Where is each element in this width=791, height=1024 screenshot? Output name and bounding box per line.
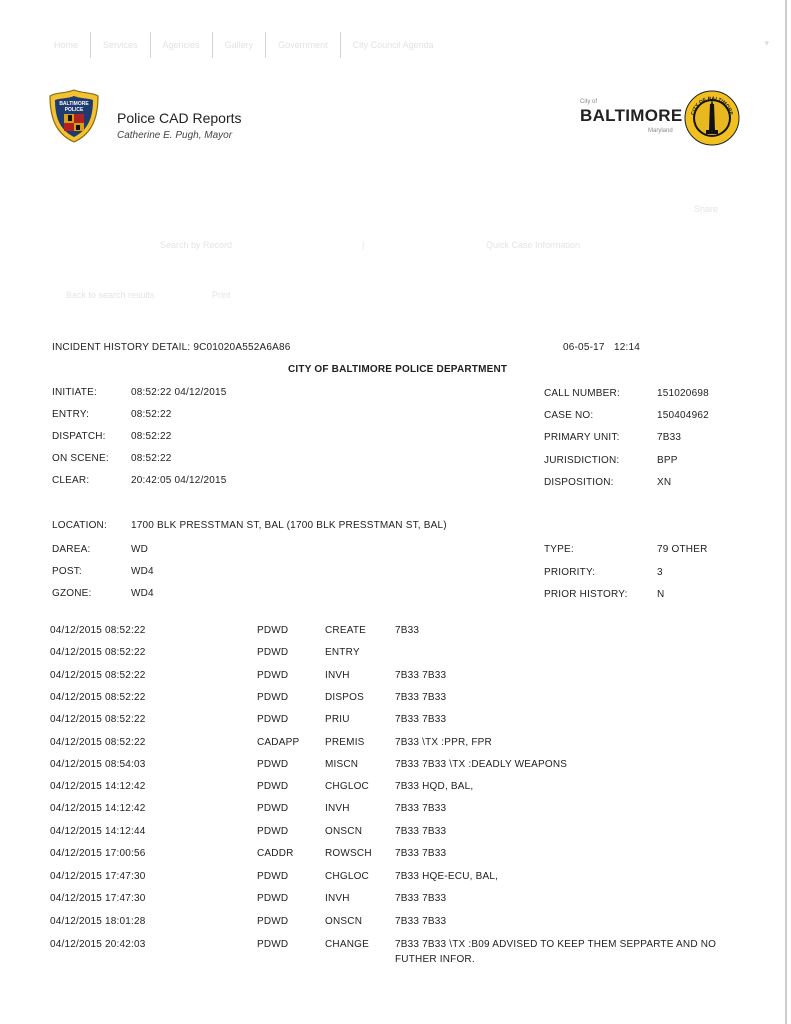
log-source: PDWD (257, 670, 289, 681)
log-detail: 7B33 (395, 625, 420, 636)
log-timestamp: 04/12/2015 08:52:22 (50, 647, 146, 658)
log-timestamp: 04/12/2015 08:52:22 (50, 714, 146, 725)
log-timestamp: 04/12/2015 08:54:03 (50, 759, 146, 770)
log-action: INVH (325, 893, 350, 904)
log-source: PDWD (257, 647, 289, 658)
field-value: 151020698 (657, 388, 709, 399)
field-value: 08:52:22 (131, 409, 172, 420)
field-label: CLEAR: (52, 475, 90, 486)
field-label: CASE NO: (544, 410, 594, 421)
log-source: PDWD (257, 871, 289, 882)
log-source: PDWD (257, 714, 289, 725)
log-source: PDWD (257, 625, 289, 636)
department-heading: CITY OF BALTIMORE POLICE DEPARTMENT (288, 364, 508, 375)
log-detail: 7B33 7B33 (395, 916, 447, 927)
log-action: MISCN (325, 759, 359, 770)
log-detail: 7B33 7B33 (395, 893, 447, 904)
field-label: JURISDICTION: (544, 455, 620, 466)
log-source: PDWD (257, 893, 289, 904)
log-timestamp: 04/12/2015 08:52:22 (50, 625, 146, 636)
field-value: XN (657, 477, 672, 488)
log-source: PDWD (257, 692, 289, 703)
log-source: CADDR (257, 848, 294, 859)
city-seal-logo (684, 90, 740, 146)
log-source: CADAPP (257, 737, 300, 748)
field-value: WD4 (131, 566, 154, 577)
log-timestamp: 04/12/2015 18:01:28 (50, 916, 146, 927)
search-divider: | (362, 240, 365, 250)
police-badge-logo (48, 88, 100, 144)
log-timestamp: 04/12/2015 17:47:30 (50, 871, 146, 882)
log-detail: 7B33 HQE-ECU, BAL, (395, 871, 499, 882)
baltimore-wordmark: BALTIMORE (580, 106, 683, 125)
log-source: PDWD (257, 826, 289, 837)
city-of-label: City of (580, 99, 598, 105)
field-value: 79 OTHER (657, 544, 708, 555)
log-source: PDWD (257, 781, 289, 792)
field-value: 150404962 (657, 410, 709, 421)
log-detail: 7B33 7B33 (395, 714, 447, 725)
log-action: CHGLOC (325, 871, 369, 882)
log-detail: 7B33 7B33 (395, 692, 447, 703)
field-label: POST: (52, 566, 82, 577)
field-value: WD (131, 544, 149, 555)
back-link[interactable]: Back to search results (66, 290, 155, 300)
log-action: INVH (325, 670, 350, 681)
log-timestamp: 04/12/2015 14:12:42 (50, 781, 146, 792)
log-timestamp: 04/12/2015 08:52:22 (50, 737, 146, 748)
mayor-subtitle: Catherine E. Pugh, Mayor (117, 130, 233, 141)
field-value: 3 (657, 567, 663, 578)
maryland-label: Maryland (648, 128, 673, 134)
report-date: 06-05-17 (563, 342, 605, 353)
location-label: LOCATION: (52, 520, 107, 531)
field-label: DAREA: (52, 544, 91, 555)
field-label: PRIOR HISTORY: (544, 589, 628, 600)
field-label: ON SCENE: (52, 453, 109, 464)
field-label: CALL NUMBER: (544, 388, 620, 399)
log-source: PDWD (257, 803, 289, 814)
log-source: PDWD (257, 939, 289, 950)
field-value: BPP (657, 455, 678, 466)
field-value: 08:52:22 (131, 453, 172, 464)
log-timestamp: 04/12/2015 17:47:30 (50, 893, 146, 904)
location-value: 1700 BLK PRESSTMAN ST, BAL (1700 BLK PRESSTMAN ST, BAL) (131, 520, 447, 531)
log-detail-continued: FUTHER INFOR. (395, 954, 475, 965)
log-action: CHANGE (325, 939, 369, 950)
print-link[interactable]: Print (212, 290, 231, 300)
log-action: INVH (325, 803, 350, 814)
log-action: ONSCN (325, 826, 363, 837)
nav-item-home[interactable]: Home (54, 40, 79, 50)
log-timestamp: 04/12/2015 17:00:56 (50, 848, 146, 859)
log-detail: 7B33 7B33 \TX :B09 ADVISED TO KEEP THEM SEPPARTE AND NO (395, 939, 717, 950)
nav-bar (48, 32, 446, 58)
log-action: ONSCN (325, 916, 363, 927)
field-label: DISPATCH: (52, 431, 106, 442)
log-timestamp: 04/12/2015 14:12:44 (50, 826, 146, 837)
log-detail: 7B33 7B33 (395, 848, 447, 859)
field-value: 08:52:22 (131, 431, 172, 442)
log-timestamp: 04/12/2015 08:52:22 (50, 670, 146, 681)
log-action: ENTRY (325, 647, 360, 658)
log-action: ROWSCH (325, 848, 372, 859)
log-source: PDWD (257, 759, 289, 770)
nav-item-services[interactable]: Services (90, 32, 150, 58)
log-action: CREATE (325, 625, 367, 636)
log-detail: 7B33 \TX :PPR, FPR (395, 737, 492, 748)
log-action: CHGLOC (325, 781, 369, 792)
field-label: TYPE: (544, 544, 574, 555)
log-detail: 7B33 7B33 (395, 826, 447, 837)
incident-detail-label: INCIDENT HISTORY DETAIL: 9C01020A552A6A86 (52, 342, 291, 353)
log-detail: 7B33 7B33 \TX :DEADLY WEAPONS (395, 759, 568, 770)
svg-text:POLICE: POLICE (64, 107, 84, 113)
search-input[interactable]: Search by Record (160, 240, 233, 250)
field-value: N (657, 589, 665, 600)
field-label: DISPOSITION: (544, 477, 614, 488)
page-title: Police CAD Reports (117, 110, 242, 126)
chevron-down-icon[interactable]: ▾ (764, 38, 769, 48)
log-action: PRIU (325, 714, 350, 725)
share-link[interactable]: Share (694, 204, 719, 214)
field-value: 08:52:22 04/12/2015 (131, 387, 227, 398)
field-value: 7B33 (657, 432, 682, 443)
log-timestamp: 04/12/2015 14:12:42 (50, 803, 146, 814)
field-value: WD4 (131, 588, 154, 599)
log-source: PDWD (257, 916, 289, 927)
police-logo-text: BALTIMORE (59, 101, 89, 107)
field-value: 20:42:05 04/12/2015 (131, 475, 227, 486)
report-time: 12:14 (614, 342, 641, 353)
page-edge (785, 0, 787, 1024)
log-detail: 7B33 7B33 (395, 803, 447, 814)
field-label: ENTRY: (52, 409, 90, 420)
nav-item-government[interactable]: Government (265, 32, 340, 58)
nav-item-agenda[interactable]: City Council Agenda (340, 32, 446, 58)
log-action: PREMIS (325, 737, 365, 748)
log-detail: 7B33 7B33 (395, 670, 447, 681)
quick-case-input[interactable]: Quick Case Information (486, 240, 581, 250)
field-label: GZONE: (52, 588, 92, 599)
nav-item-gallery[interactable]: Gallery (212, 32, 266, 58)
field-label: PRIMARY UNIT: (544, 432, 620, 443)
log-timestamp: 04/12/2015 08:52:22 (50, 692, 146, 703)
field-label: INITIATE: (52, 387, 97, 398)
log-detail: 7B33 HQD, BAL, (395, 781, 474, 792)
log-action: DISPOS (325, 692, 364, 703)
log-timestamp: 04/12/2015 20:42:03 (50, 939, 146, 950)
seal-text: CITY OF BALTIMORE (690, 95, 734, 116)
nav-item-agencies[interactable]: Agencies (150, 32, 212, 58)
field-label: PRIORITY: (544, 567, 596, 578)
